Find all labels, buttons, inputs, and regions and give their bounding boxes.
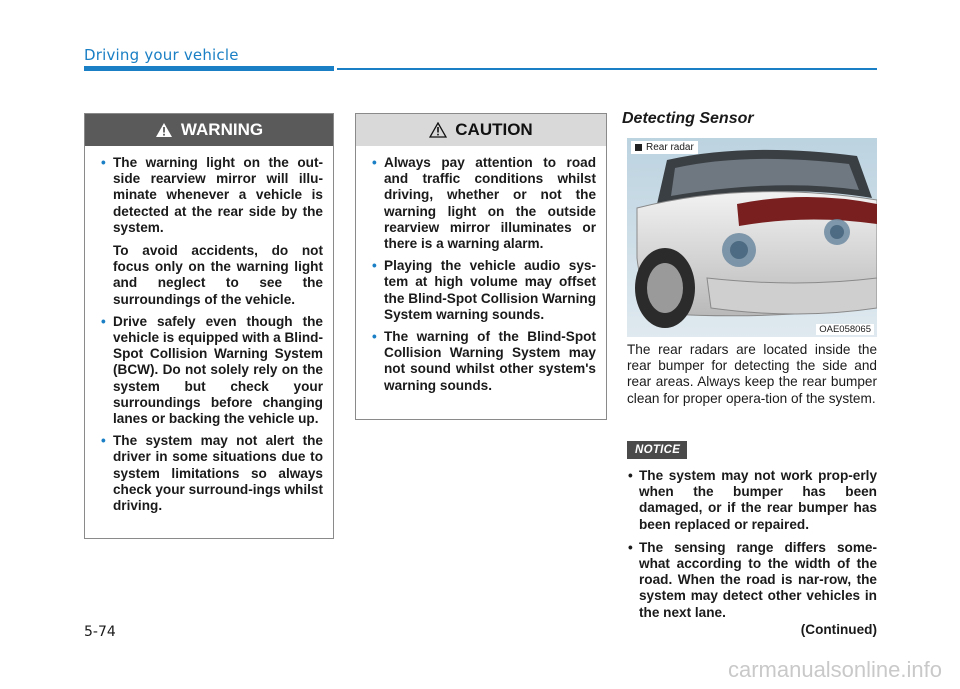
section-body-text: The rear radars are located inside the rear bumper for detecting the side and rear areas. Always keep the rear bumper clean for proper opera-tion of the system. (627, 342, 877, 406)
notice-item (627, 540, 877, 621)
bullet-icon: • (628, 468, 633, 483)
caution-item-text: Playing the vehicle audio sys-tem at high volume may offset the Blind-Spot Collision Warning System warning sounds. (384, 258, 596, 322)
caution-item-text: The warning of the Blind-Spot Collision Warning System may not sound whilst other system's warning sounds. (384, 329, 596, 393)
caution-item-text: Always pay attention to road and traffic conditions whilst driving, whether or not the warning light on the outside rearview mirror illuminates or there is a warning alarm. (384, 155, 596, 252)
warning-item (101, 314, 323, 427)
warning-triangle-icon (155, 122, 173, 138)
section-title: Detecting Sensor (622, 110, 754, 127)
header-rule (337, 68, 877, 70)
notice-item-text: The sensing range differs some-what according to the width of the road. When the road is nar-row, the system may detect other vehicles in the next lane. (639, 539, 877, 620)
caution-box-header (356, 114, 606, 146)
caution-item (372, 258, 596, 323)
page-number: 5-74 (84, 624, 116, 640)
continued-label: (Continued) (800, 622, 877, 637)
rear-radar-figure (627, 138, 877, 337)
warning-title: WARNING (180, 120, 264, 139)
warning-box (84, 113, 334, 539)
warning-box-header (85, 114, 333, 146)
warning-item (101, 155, 323, 308)
notice-item-text: The system may not work prop-erly when the bumper has been damaged, or if the rear bumper has been replaced or repaired. (639, 468, 877, 532)
bullet-icon: • (101, 155, 106, 170)
figure-code: OAE058065 (816, 324, 874, 335)
bullet-icon: • (628, 539, 633, 555)
header-accent-bar (84, 66, 334, 71)
car-rear-illustration (627, 138, 877, 337)
bullet-icon: • (372, 329, 377, 345)
warning-item-text: The warning light on the out-side rearview mirror will illu-minate whenever a vehicle is detected at the rear side by the system. (113, 155, 323, 235)
section-header-title: Driving your vehicle (84, 46, 239, 64)
bullet-icon: • (101, 433, 106, 449)
bullet-icon: • (372, 155, 377, 170)
figure-label-text: Rear radar (646, 142, 694, 153)
warning-item-text: To avoid accidents, do not focus only on the warning light and neglect to see the surroundings of the vehicle. (113, 243, 323, 307)
caution-triangle-icon (429, 122, 447, 138)
warning-item-text: The system may not alert the driver in some situations due to system limitations so always check your surround-ings whilst driving. (113, 433, 323, 514)
caution-title: CAUTION (455, 120, 533, 139)
figure-label (631, 141, 698, 154)
notice-item (627, 468, 877, 533)
caution-item (372, 329, 596, 394)
caution-item (372, 155, 596, 252)
watermark: carmanualsonline.info (727, 657, 942, 682)
notice-list (627, 468, 877, 628)
label-square-icon (635, 144, 642, 151)
warning-item-text: Drive safely even though the vehicle is equipped with a Blind-Spot Collision Warning System (BCW). Do not solely rely on the system but check your surroundings before changing lanes or backing the vehicle up. (113, 313, 323, 427)
warning-item (101, 433, 323, 514)
caution-box (355, 113, 607, 420)
warning-body (85, 146, 333, 514)
bullet-icon: • (101, 313, 106, 329)
caution-body (356, 146, 606, 394)
bullet-icon: • (372, 258, 377, 274)
notice-badge: NOTICE (627, 441, 687, 459)
